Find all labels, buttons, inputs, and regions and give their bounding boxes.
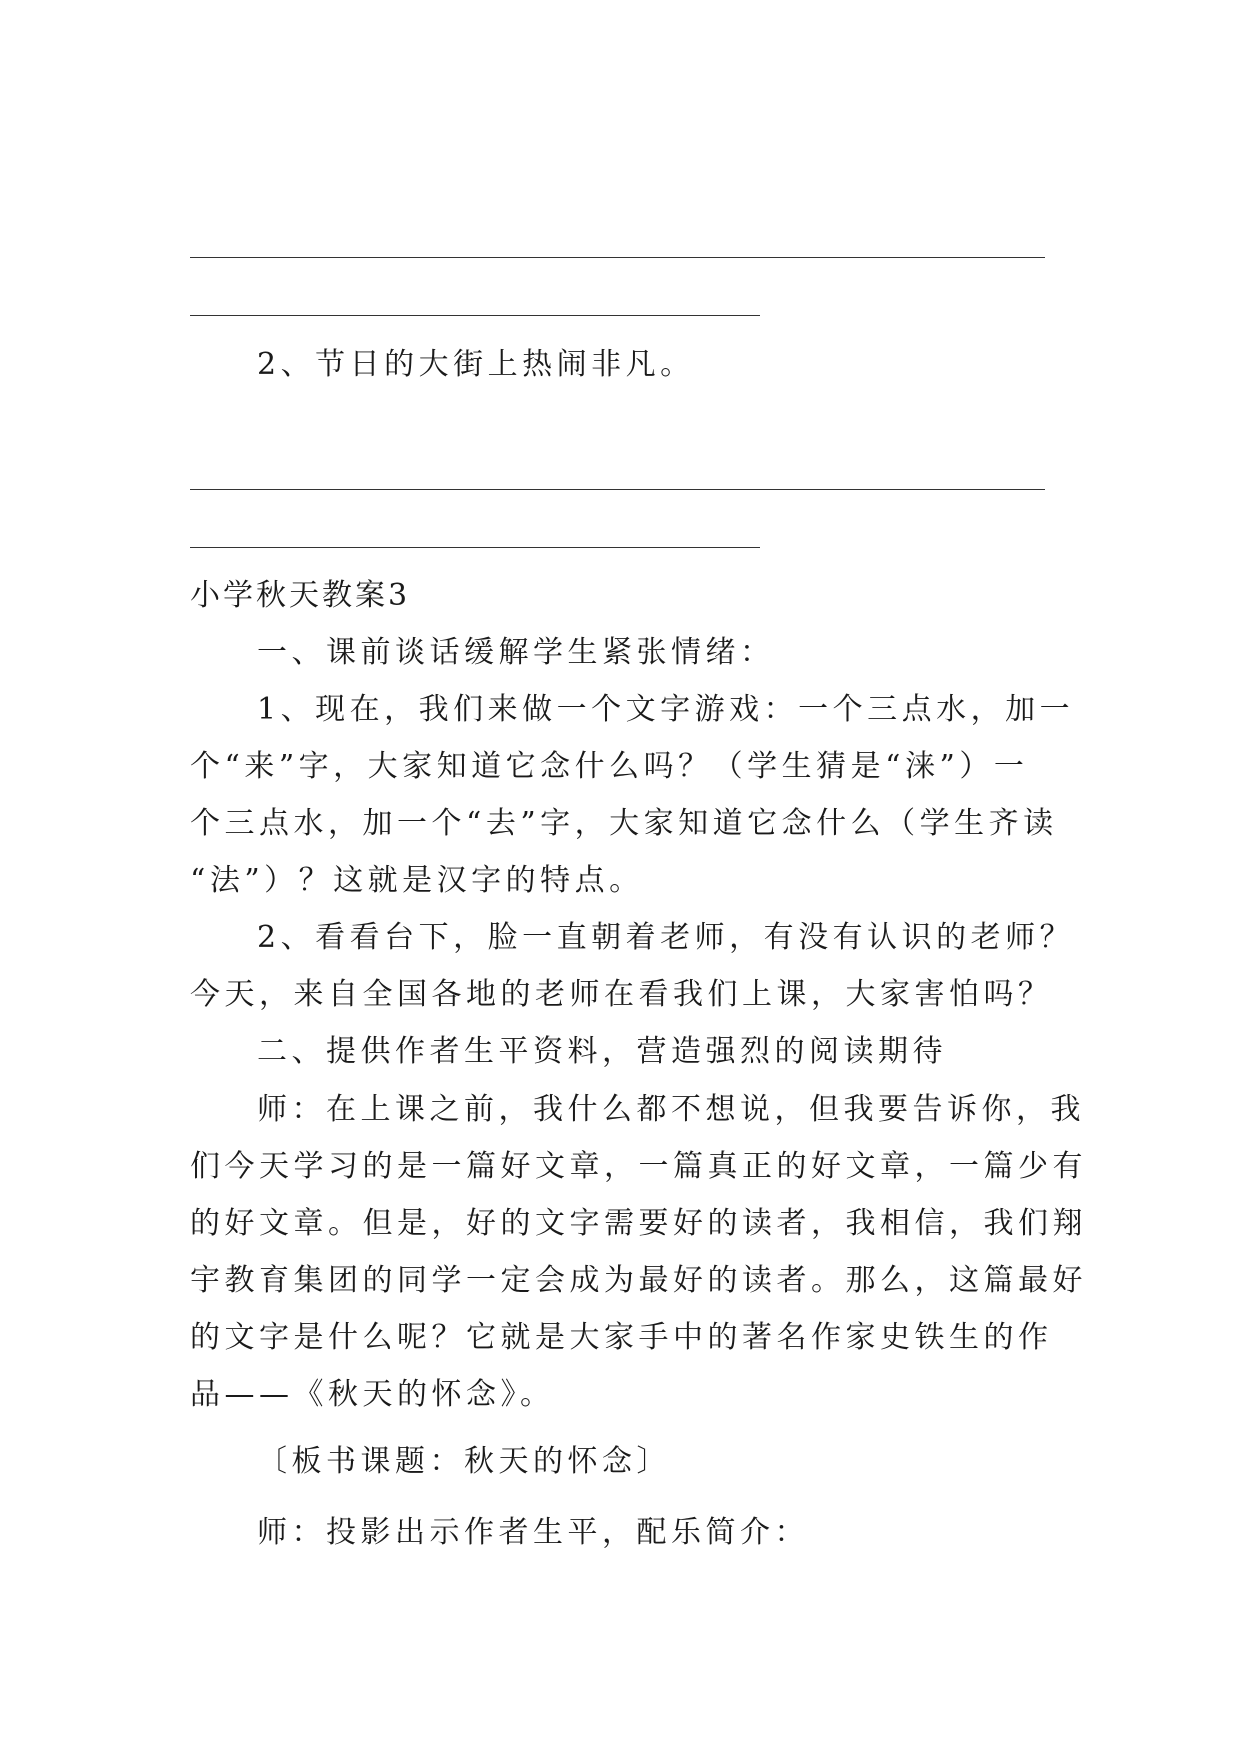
blank-answer-line-1 (190, 257, 1045, 258)
paragraph-line: 2、看看台下，脸一直朝着老师，有没有认识的老师？ (257, 920, 1075, 955)
section-title: 小学秋天教案3 (190, 578, 411, 613)
blank-answer-line-4 (190, 547, 760, 548)
blank-answer-line-2 (190, 315, 760, 316)
paragraph-line: 品——《秋天的怀念》。 (190, 1377, 555, 1412)
paragraph-line: 1、现在，我们来做一个文字游戏：一个三点水，加一 (257, 692, 1075, 727)
paragraph-line: 今天，来自全国各地的老师在看我们上课，大家害怕吗？ (190, 977, 1053, 1012)
paragraph-line: 二、提供作者生平资料，营造强烈的阅读期待 (257, 1034, 947, 1069)
paragraph-line: 师：投影出示作者生平，配乐简介： (257, 1515, 809, 1550)
paragraph-line: 一、课前谈话缓解学生紧张情绪： (257, 635, 775, 670)
paragraph-line: 〔板书课题：秋天的怀念〕 (257, 1444, 671, 1479)
blank-answer-line-3 (190, 489, 1045, 490)
paragraph-line: 师：在上课之前，我什么都不想说，但我要告诉你，我 (257, 1092, 1085, 1127)
paragraph-line: 们今天学习的是一篇好文章，一篇真正的好文章，一篇少有 (190, 1149, 1087, 1184)
paragraph-line: 个三点水，加一个“去”字，大家知道它念什么（学生齐读 (190, 806, 1058, 841)
paragraph-line: 的好文章。但是，好的文字需要好的读者，我相信，我们翔 (190, 1206, 1087, 1241)
paragraph-line: 的文字是什么呢？它就是大家手中的著名作家史铁生的作 (190, 1320, 1053, 1355)
paragraph-line: 2、节日的大街上热闹非凡。 (257, 347, 695, 382)
paragraph-line: 宇教育集团的同学一定会成为最好的读者。那么，这篇最好 (190, 1263, 1087, 1298)
paragraph-line: “法”）？这就是汉字的特点。 (190, 863, 644, 898)
paragraph-line: 个“来”字，大家知道它念什么吗？（学生猜是“涞”）一 (190, 749, 1029, 784)
